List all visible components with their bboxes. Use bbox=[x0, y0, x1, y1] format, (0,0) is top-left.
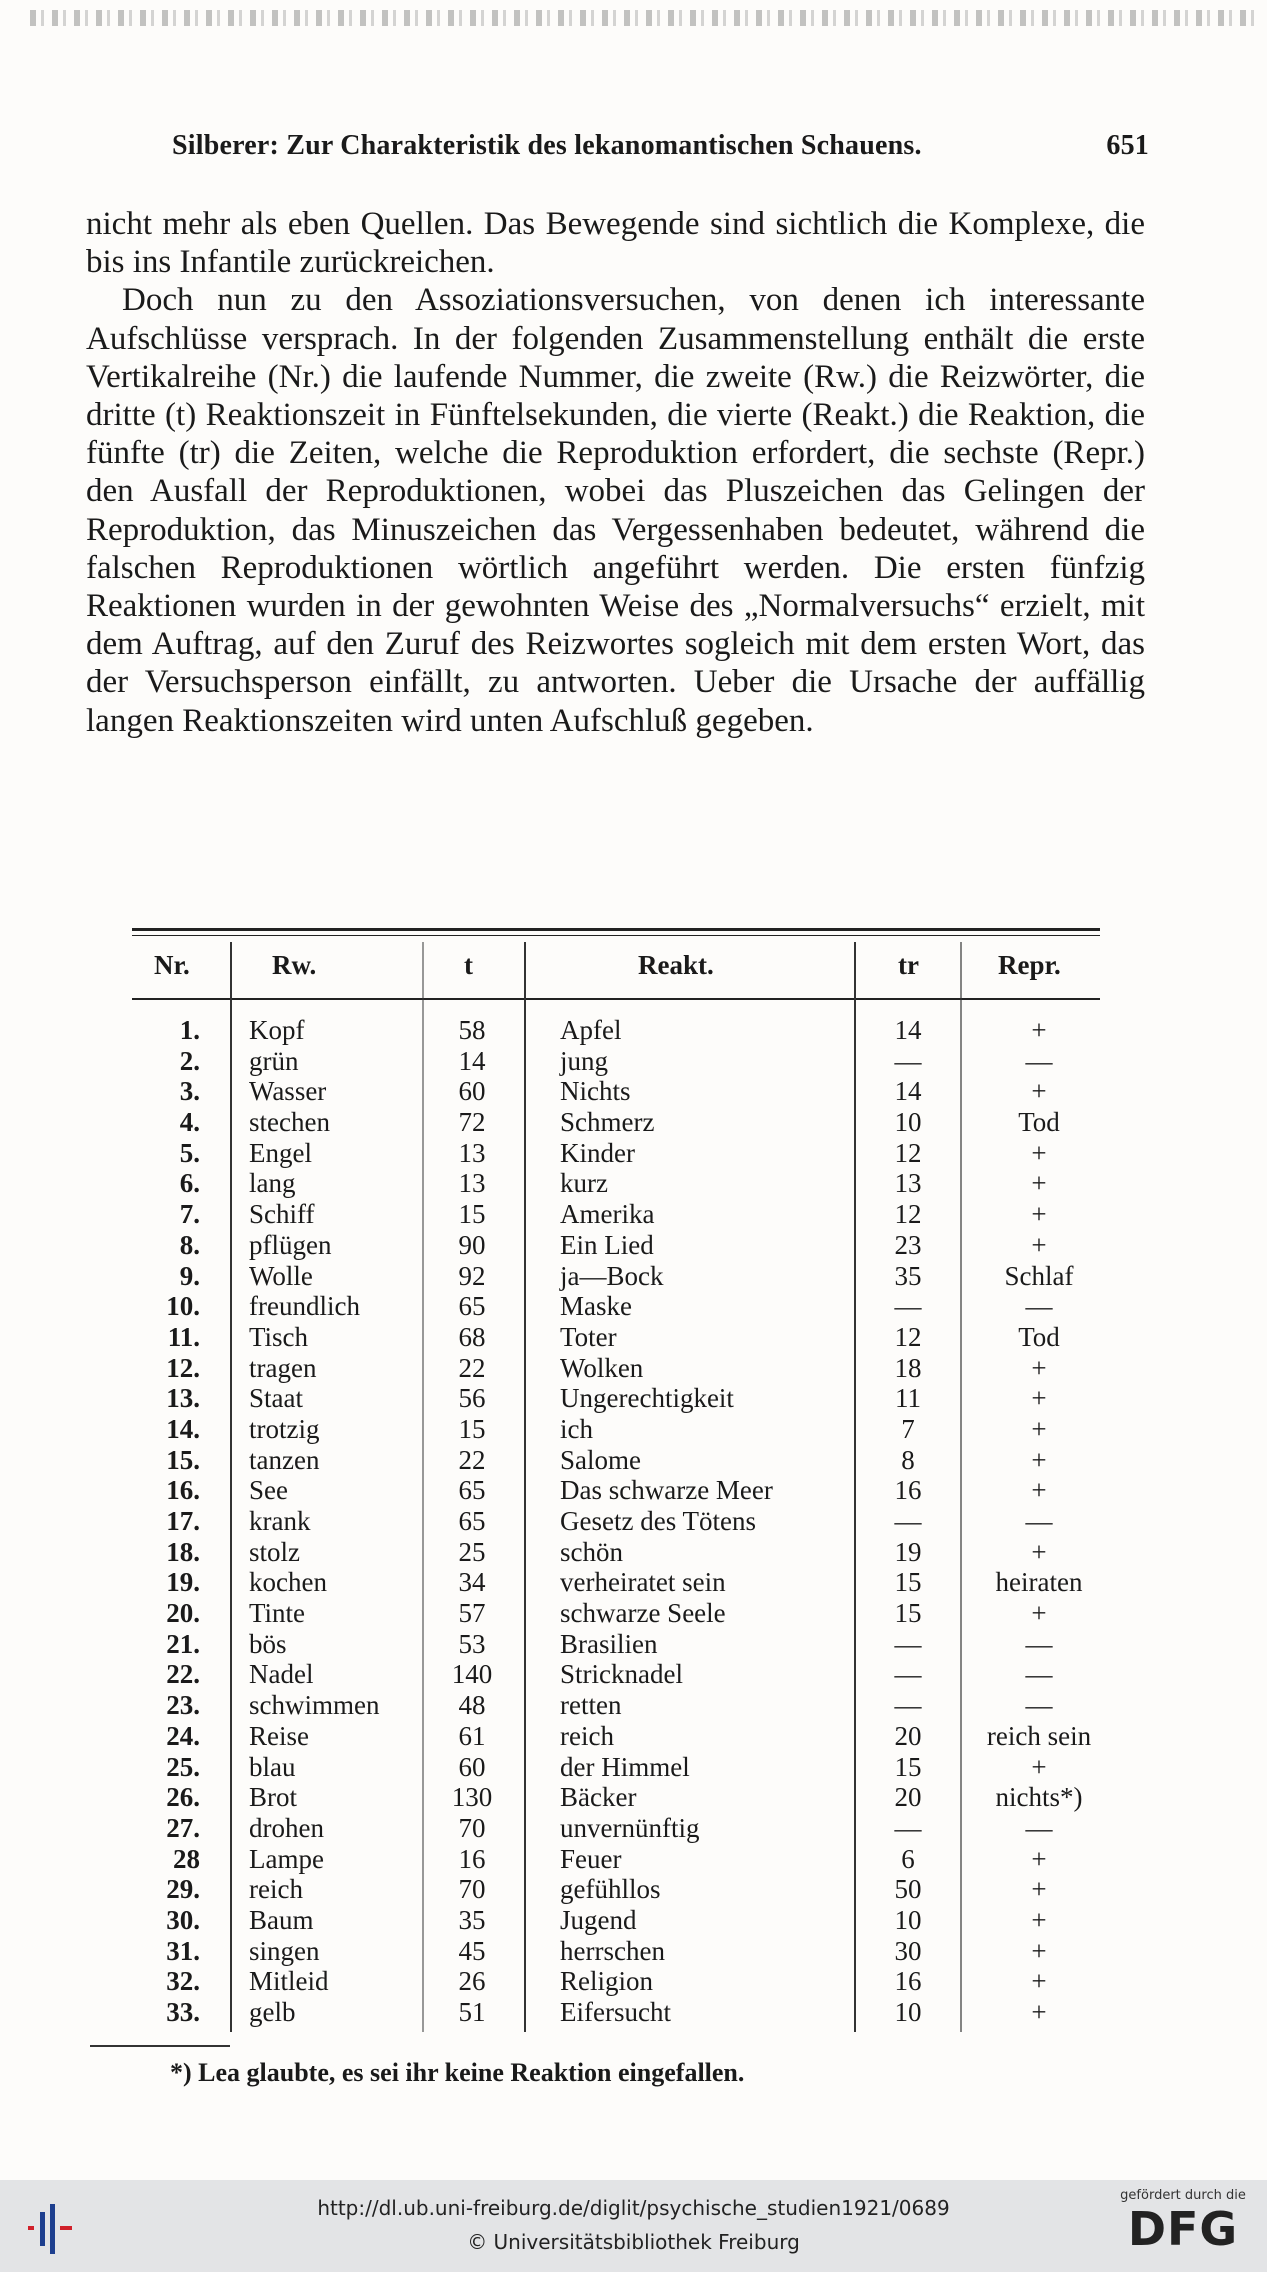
cell-nr: 16. bbox=[166, 1475, 200, 1506]
cell-reakt: ja—Bock bbox=[560, 1260, 664, 1291]
cell-t: 65 bbox=[458, 1506, 486, 1536]
cell-rw: lang bbox=[249, 1168, 296, 1199]
cell-t: 16 bbox=[458, 1843, 486, 1874]
cell-repr: — bbox=[1025, 1506, 1053, 1536]
table-row bbox=[132, 1414, 1107, 1445]
cell-rw: stolz bbox=[249, 1536, 300, 1567]
cell-tr: — bbox=[894, 1045, 922, 1076]
cell-rw: Tisch bbox=[249, 1321, 309, 1352]
scan-noise-top bbox=[30, 10, 1260, 26]
cell-rw: Engel bbox=[249, 1137, 312, 1168]
cell-repr: + bbox=[1031, 1904, 1047, 1935]
cell-t: 57 bbox=[458, 1598, 486, 1629]
cell-reakt: schwarze Seele bbox=[560, 1598, 726, 1629]
cell-rw: Kopf bbox=[249, 1015, 305, 1045]
cell-repr: + bbox=[1031, 1598, 1047, 1629]
dfg-logo bbox=[1113, 2188, 1253, 2255]
cell-t: 70 bbox=[458, 1874, 486, 1905]
cell-rw: krank bbox=[249, 1506, 311, 1536]
cell-t: 60 bbox=[458, 1076, 486, 1107]
cell-reakt: Ungerechtigkeit bbox=[560, 1383, 734, 1414]
body-text bbox=[86, 205, 1145, 740]
cell-rw: stechen bbox=[249, 1107, 330, 1138]
cell-repr: + bbox=[1031, 1199, 1047, 1230]
cell-reakt: Salome bbox=[560, 1444, 641, 1475]
cell-t: 22 bbox=[458, 1352, 486, 1383]
table-row bbox=[132, 1659, 1107, 1690]
cell-t: 92 bbox=[458, 1260, 486, 1291]
cell-repr: Tod bbox=[1018, 1321, 1060, 1352]
cell-nr: 20. bbox=[166, 1598, 200, 1629]
cell-rw: drohen bbox=[249, 1812, 324, 1843]
cell-rw: Schiff bbox=[249, 1199, 315, 1230]
header-t: t bbox=[464, 950, 473, 980]
header-repr: Repr. bbox=[998, 950, 1061, 980]
cell-rw: Wasser bbox=[249, 1076, 327, 1107]
cell-nr: 18. bbox=[166, 1536, 200, 1567]
cell-repr: + bbox=[1031, 1966, 1047, 1997]
table-row bbox=[132, 1046, 1107, 1077]
cell-repr: + bbox=[1031, 1229, 1047, 1260]
cell-tr: 10 bbox=[894, 1904, 922, 1935]
cell-reakt: Eifersucht bbox=[560, 1997, 671, 2027]
table-row bbox=[132, 1506, 1107, 1537]
cell-tr: 12 bbox=[894, 1199, 922, 1230]
copyright: © Universitätsbibliothek Freiburg bbox=[467, 2230, 800, 2254]
funder-caption: gefördert durch die bbox=[1120, 2188, 1246, 2203]
cell-repr: + bbox=[1031, 1413, 1047, 1444]
cell-reakt: kurz bbox=[560, 1168, 608, 1199]
cell-rw: Brot bbox=[249, 1782, 298, 1813]
cell-rw: reich bbox=[249, 1874, 303, 1905]
cell-tr: 13 bbox=[894, 1168, 922, 1199]
cell-nr: 3. bbox=[179, 1076, 200, 1107]
table-body bbox=[132, 1015, 1107, 2028]
cell-tr: 16 bbox=[894, 1475, 922, 1506]
table-row bbox=[132, 1782, 1107, 1813]
running-title: Silberer: Zur Charakteristik des lekanomantischen Schauens. bbox=[172, 130, 922, 161]
cell-nr: 21. bbox=[166, 1628, 200, 1659]
cell-t: 61 bbox=[458, 1720, 486, 1751]
cell-nr: 8. bbox=[179, 1229, 200, 1260]
cell-repr: + bbox=[1031, 1997, 1047, 2027]
table-row bbox=[132, 1567, 1107, 1598]
cell-repr: — bbox=[1025, 1690, 1053, 1721]
cell-repr: + bbox=[1031, 1475, 1047, 1506]
table-row bbox=[132, 1966, 1107, 1997]
cell-tr: 19 bbox=[894, 1536, 922, 1567]
table-row bbox=[132, 1844, 1107, 1875]
cell-reakt: Das schwarze Meer bbox=[560, 1475, 773, 1506]
table-row bbox=[132, 1445, 1107, 1476]
cell-nr: 5. bbox=[179, 1137, 200, 1168]
cell-t: 25 bbox=[458, 1536, 486, 1567]
cell-reakt: Apfel bbox=[560, 1015, 622, 1045]
cell-reakt: schön bbox=[560, 1536, 623, 1567]
cell-t: 15 bbox=[458, 1199, 486, 1230]
cell-reakt: verheiratet sein bbox=[560, 1567, 726, 1598]
cell-repr: + bbox=[1031, 1444, 1047, 1475]
cell-t: 14 bbox=[458, 1045, 486, 1076]
table-row bbox=[132, 1874, 1107, 1905]
cell-reakt: Schmerz bbox=[560, 1107, 655, 1138]
cell-nr: 25. bbox=[166, 1751, 200, 1782]
cell-t: 56 bbox=[458, 1383, 486, 1414]
cell-nr: 32. bbox=[166, 1966, 200, 1997]
cell-rw: singen bbox=[249, 1935, 320, 1966]
cell-repr: + bbox=[1031, 1935, 1047, 1966]
table-row bbox=[132, 1076, 1107, 1107]
cell-tr: 15 bbox=[894, 1567, 922, 1598]
paragraph-1: nicht mehr als eben Quellen. Das Bewegende sind sichtlich die Komplexe, die bis ins Infantile zurückreichen. bbox=[86, 206, 1145, 281]
cell-repr: — bbox=[1025, 1628, 1053, 1659]
cell-rw: gelb bbox=[249, 1997, 296, 2027]
cell-rw: freundlich bbox=[249, 1291, 360, 1322]
cell-tr: 20 bbox=[894, 1782, 922, 1813]
table-row bbox=[132, 1199, 1107, 1230]
cell-rw: blau bbox=[249, 1751, 296, 1782]
cell-t: 51 bbox=[458, 1997, 486, 2027]
table-row bbox=[132, 1752, 1107, 1783]
table-row bbox=[132, 1383, 1107, 1414]
running-header bbox=[172, 130, 1149, 162]
cell-tr: 14 bbox=[894, 1015, 922, 1045]
cell-nr: 17. bbox=[166, 1506, 200, 1536]
cell-repr: Schlaf bbox=[1004, 1260, 1074, 1291]
cell-tr: — bbox=[894, 1628, 922, 1659]
cell-t: 65 bbox=[458, 1291, 486, 1322]
cell-reakt: Brasilien bbox=[560, 1628, 658, 1659]
cell-reakt: unvernünftig bbox=[560, 1812, 700, 1843]
cell-repr: — bbox=[1025, 1812, 1053, 1843]
cell-t: 70 bbox=[458, 1812, 486, 1843]
cell-repr: — bbox=[1025, 1659, 1053, 1690]
cell-rw: Reise bbox=[249, 1720, 309, 1751]
cell-nr: 23. bbox=[166, 1690, 200, 1721]
cell-repr: + bbox=[1031, 1536, 1047, 1567]
cell-rw: Lampe bbox=[249, 1843, 324, 1874]
cell-repr: + bbox=[1031, 1751, 1047, 1782]
cell-rw: tanzen bbox=[249, 1444, 320, 1475]
cell-reakt: Ein Lied bbox=[560, 1229, 654, 1260]
cell-t: 130 bbox=[451, 1782, 493, 1813]
cell-nr: 9. bbox=[179, 1260, 200, 1291]
cell-tr: 12 bbox=[894, 1137, 922, 1168]
cell-tr: 35 bbox=[894, 1260, 922, 1291]
cell-rw: Tinte bbox=[249, 1598, 306, 1629]
cell-nr: 33. bbox=[166, 1997, 200, 2027]
cell-rw: Nadel bbox=[249, 1659, 314, 1690]
table-row bbox=[132, 1905, 1107, 1936]
cell-rw: schwimmen bbox=[249, 1690, 380, 1721]
cell-nr: 1. bbox=[179, 1015, 200, 1045]
cell-rw: Mitleid bbox=[249, 1966, 329, 1997]
cell-repr: Tod bbox=[1018, 1107, 1060, 1138]
cell-tr: 15 bbox=[894, 1751, 922, 1782]
cell-reakt: Maske bbox=[560, 1291, 632, 1322]
table-row bbox=[132, 1690, 1107, 1721]
cell-t: 13 bbox=[458, 1137, 486, 1168]
cell-rw: bös bbox=[249, 1628, 287, 1659]
table-row bbox=[132, 1230, 1107, 1261]
table-row bbox=[132, 1997, 1107, 2028]
cell-rw: pflügen bbox=[249, 1229, 332, 1260]
cell-t: 22 bbox=[458, 1444, 486, 1475]
cell-nr: 13. bbox=[166, 1383, 200, 1414]
table-row bbox=[132, 1168, 1107, 1199]
cell-tr: 14 bbox=[894, 1076, 922, 1107]
cell-t: 58 bbox=[458, 1015, 486, 1045]
cell-tr: 50 bbox=[894, 1874, 922, 1905]
cell-reakt: herrschen bbox=[560, 1935, 665, 1966]
cell-tr: — bbox=[894, 1506, 922, 1536]
table-row bbox=[132, 1322, 1107, 1353]
table-row bbox=[132, 1936, 1107, 1967]
cell-tr: 23 bbox=[894, 1229, 922, 1260]
cell-nr: 31. bbox=[166, 1935, 200, 1966]
cell-rw: tragen bbox=[249, 1352, 317, 1383]
cell-tr: 6 bbox=[901, 1843, 915, 1874]
cell-nr: 30. bbox=[166, 1904, 200, 1935]
cell-rw: Baum bbox=[249, 1904, 314, 1935]
cell-tr: 12 bbox=[894, 1321, 922, 1352]
cell-t: 26 bbox=[458, 1966, 486, 1997]
table-row bbox=[132, 1107, 1107, 1138]
cell-reakt: Jugend bbox=[560, 1904, 637, 1935]
cell-reakt: Nichts bbox=[560, 1076, 631, 1107]
cell-repr: — bbox=[1025, 1045, 1053, 1076]
header-nr: Nr. bbox=[154, 950, 190, 980]
cell-reakt: Stricknadel bbox=[560, 1659, 683, 1690]
cell-reakt: Feuer bbox=[560, 1843, 622, 1874]
header-tr: tr bbox=[898, 950, 919, 980]
cell-tr: 18 bbox=[894, 1352, 922, 1383]
header-rw: Rw. bbox=[272, 950, 317, 980]
cell-rw: trotzig bbox=[249, 1413, 320, 1444]
cell-repr: heiraten bbox=[995, 1567, 1083, 1598]
cell-reakt: Religion bbox=[560, 1966, 653, 1997]
cell-nr: 2. bbox=[179, 1045, 200, 1076]
cell-reakt: Gesetz des Tötens bbox=[560, 1506, 756, 1536]
cell-t: 65 bbox=[458, 1475, 486, 1506]
cell-nr: 27. bbox=[166, 1812, 200, 1843]
cell-tr: — bbox=[894, 1812, 922, 1843]
cell-nr: 6. bbox=[179, 1168, 200, 1199]
cell-nr: 24. bbox=[166, 1720, 200, 1751]
cell-tr: — bbox=[894, 1291, 922, 1322]
table-row bbox=[132, 1291, 1107, 1322]
cell-t: 45 bbox=[458, 1935, 486, 1966]
cell-reakt: reich bbox=[560, 1720, 614, 1751]
footnote: *) Lea glaubte, es sei ihr keine Reaktion eingefallen. bbox=[170, 2058, 745, 2087]
cell-nr: 12. bbox=[166, 1352, 200, 1383]
cell-tr: 11 bbox=[895, 1383, 921, 1414]
cell-repr: + bbox=[1031, 1137, 1047, 1168]
footer-bar bbox=[0, 2180, 1267, 2272]
cell-reakt: der Himmel bbox=[560, 1751, 690, 1782]
cell-tr: — bbox=[894, 1690, 922, 1721]
cell-tr: 7 bbox=[901, 1413, 915, 1444]
cell-t: 68 bbox=[458, 1321, 486, 1352]
cell-nr: 11. bbox=[167, 1321, 200, 1352]
cell-reakt: ich bbox=[560, 1413, 593, 1444]
cell-rw: Wolle bbox=[249, 1260, 313, 1291]
cell-tr: 10 bbox=[894, 1997, 922, 2027]
cell-nr: 14. bbox=[166, 1413, 200, 1444]
cell-repr: nichts*) bbox=[995, 1782, 1083, 1813]
cell-t: 48 bbox=[458, 1690, 486, 1721]
cell-t: 35 bbox=[458, 1904, 486, 1935]
cell-tr: 30 bbox=[894, 1935, 922, 1966]
table-row bbox=[132, 1813, 1107, 1844]
table-row bbox=[132, 1261, 1107, 1292]
cell-nr: 22. bbox=[166, 1659, 200, 1690]
cell-tr: 20 bbox=[894, 1720, 922, 1751]
cell-tr: 16 bbox=[894, 1966, 922, 1997]
cell-t: 53 bbox=[458, 1628, 486, 1659]
cell-rw: kochen bbox=[249, 1567, 327, 1598]
cell-repr: + bbox=[1031, 1015, 1047, 1045]
cell-nr: 19. bbox=[166, 1567, 200, 1598]
table-row bbox=[132, 1629, 1107, 1660]
table-row bbox=[132, 1721, 1107, 1752]
cell-tr: 8 bbox=[901, 1444, 915, 1475]
dfg-logo-text: DFG bbox=[1127, 2202, 1239, 2256]
header-bottom-rule bbox=[132, 998, 1100, 1000]
cell-repr: + bbox=[1031, 1843, 1047, 1874]
cell-rw: grün bbox=[249, 1045, 299, 1076]
cell-reakt: retten bbox=[560, 1690, 622, 1721]
cell-repr: + bbox=[1031, 1352, 1047, 1383]
cell-reakt: Bäcker bbox=[560, 1782, 637, 1813]
table-row bbox=[132, 1598, 1107, 1629]
cell-reakt: jung bbox=[560, 1045, 609, 1076]
cell-reakt: Toter bbox=[560, 1321, 617, 1352]
cell-nr: 4. bbox=[179, 1107, 200, 1138]
paragraph-2: Doch nun zu den Assoziationsversuchen, von denen ich interessante Aufschlüsse versprach. In der folgenden Zusammenstellung enthält die erste Vertikalreihe (Nr.) die laufende Nummer, die zweite (Rw.) die Reizwörter, die dritte (t) Reaktionszeit in Fünftelsekunden, die vierte (Reakt.) die Reaktion, die fünfte (tr) die Zeiten, welche die Reproduktion erfordert, die sechste (Repr.) den Ausfall der Reproduktionen, wobei das Pluszeichen das Gelingen der Reproduktion, das Minuszeichen das Vergessenhaben bedeutet, während die falschen Reproduktionen wörtlich angeführt werden. Die ersten fünfzig Reaktionen wurden in der gewohnten Weise des „Normalversuchs“ erzielt, mit dem Auftrag, auf den Zuruf des Reizwortes sogleich mit dem ersten Wort, das der Versuchsperson einfällt, zu antworten. Ueber die Ursache der auffällig langen Reaktionszeiten wird unten Aufschluß gegeben. bbox=[86, 282, 1145, 739]
cell-nr: 7. bbox=[179, 1199, 200, 1230]
cell-nr: 10. bbox=[166, 1291, 200, 1322]
cell-nr: 15. bbox=[166, 1444, 200, 1475]
source-url[interactable]: http://dl.ub.uni-freiburg.de/diglit/psychische_studien1921/0689 bbox=[317, 2196, 950, 2220]
cell-t: 72 bbox=[458, 1107, 486, 1138]
table-row bbox=[132, 1537, 1107, 1568]
cell-reakt: Amerika bbox=[560, 1199, 655, 1230]
footnote-rule bbox=[90, 2045, 230, 2047]
table-row bbox=[132, 1475, 1107, 1506]
cell-nr: 29. bbox=[166, 1874, 200, 1905]
cell-repr: + bbox=[1031, 1168, 1047, 1199]
cell-rw: Staat bbox=[249, 1383, 303, 1414]
cell-t: 90 bbox=[458, 1229, 486, 1260]
cell-repr: + bbox=[1031, 1076, 1047, 1107]
cell-repr: + bbox=[1031, 1874, 1047, 1905]
header-reakt: Reakt. bbox=[638, 950, 714, 980]
cell-t: 140 bbox=[451, 1659, 493, 1690]
cell-reakt: Wolken bbox=[560, 1352, 644, 1383]
cell-tr: — bbox=[894, 1659, 922, 1690]
cell-repr: reich sein bbox=[986, 1720, 1092, 1751]
table-row bbox=[132, 1015, 1107, 1046]
page-number: 651 bbox=[1106, 130, 1149, 161]
table-row bbox=[132, 1138, 1107, 1169]
cell-nr: 26. bbox=[166, 1782, 200, 1813]
cell-t: 34 bbox=[458, 1567, 486, 1598]
cell-rw: See bbox=[249, 1475, 288, 1506]
table-row bbox=[132, 1353, 1107, 1384]
cell-t: 60 bbox=[458, 1751, 486, 1782]
cell-tr: 10 bbox=[894, 1107, 922, 1138]
cell-tr: 15 bbox=[894, 1598, 922, 1629]
cell-reakt: Kinder bbox=[560, 1137, 635, 1168]
cell-t: 13 bbox=[458, 1168, 486, 1199]
cell-reakt: gefühllos bbox=[560, 1874, 661, 1905]
cell-repr: — bbox=[1025, 1291, 1053, 1322]
cell-nr: 28 bbox=[173, 1843, 200, 1874]
cell-repr: + bbox=[1031, 1383, 1047, 1414]
cell-t: 15 bbox=[458, 1413, 486, 1444]
